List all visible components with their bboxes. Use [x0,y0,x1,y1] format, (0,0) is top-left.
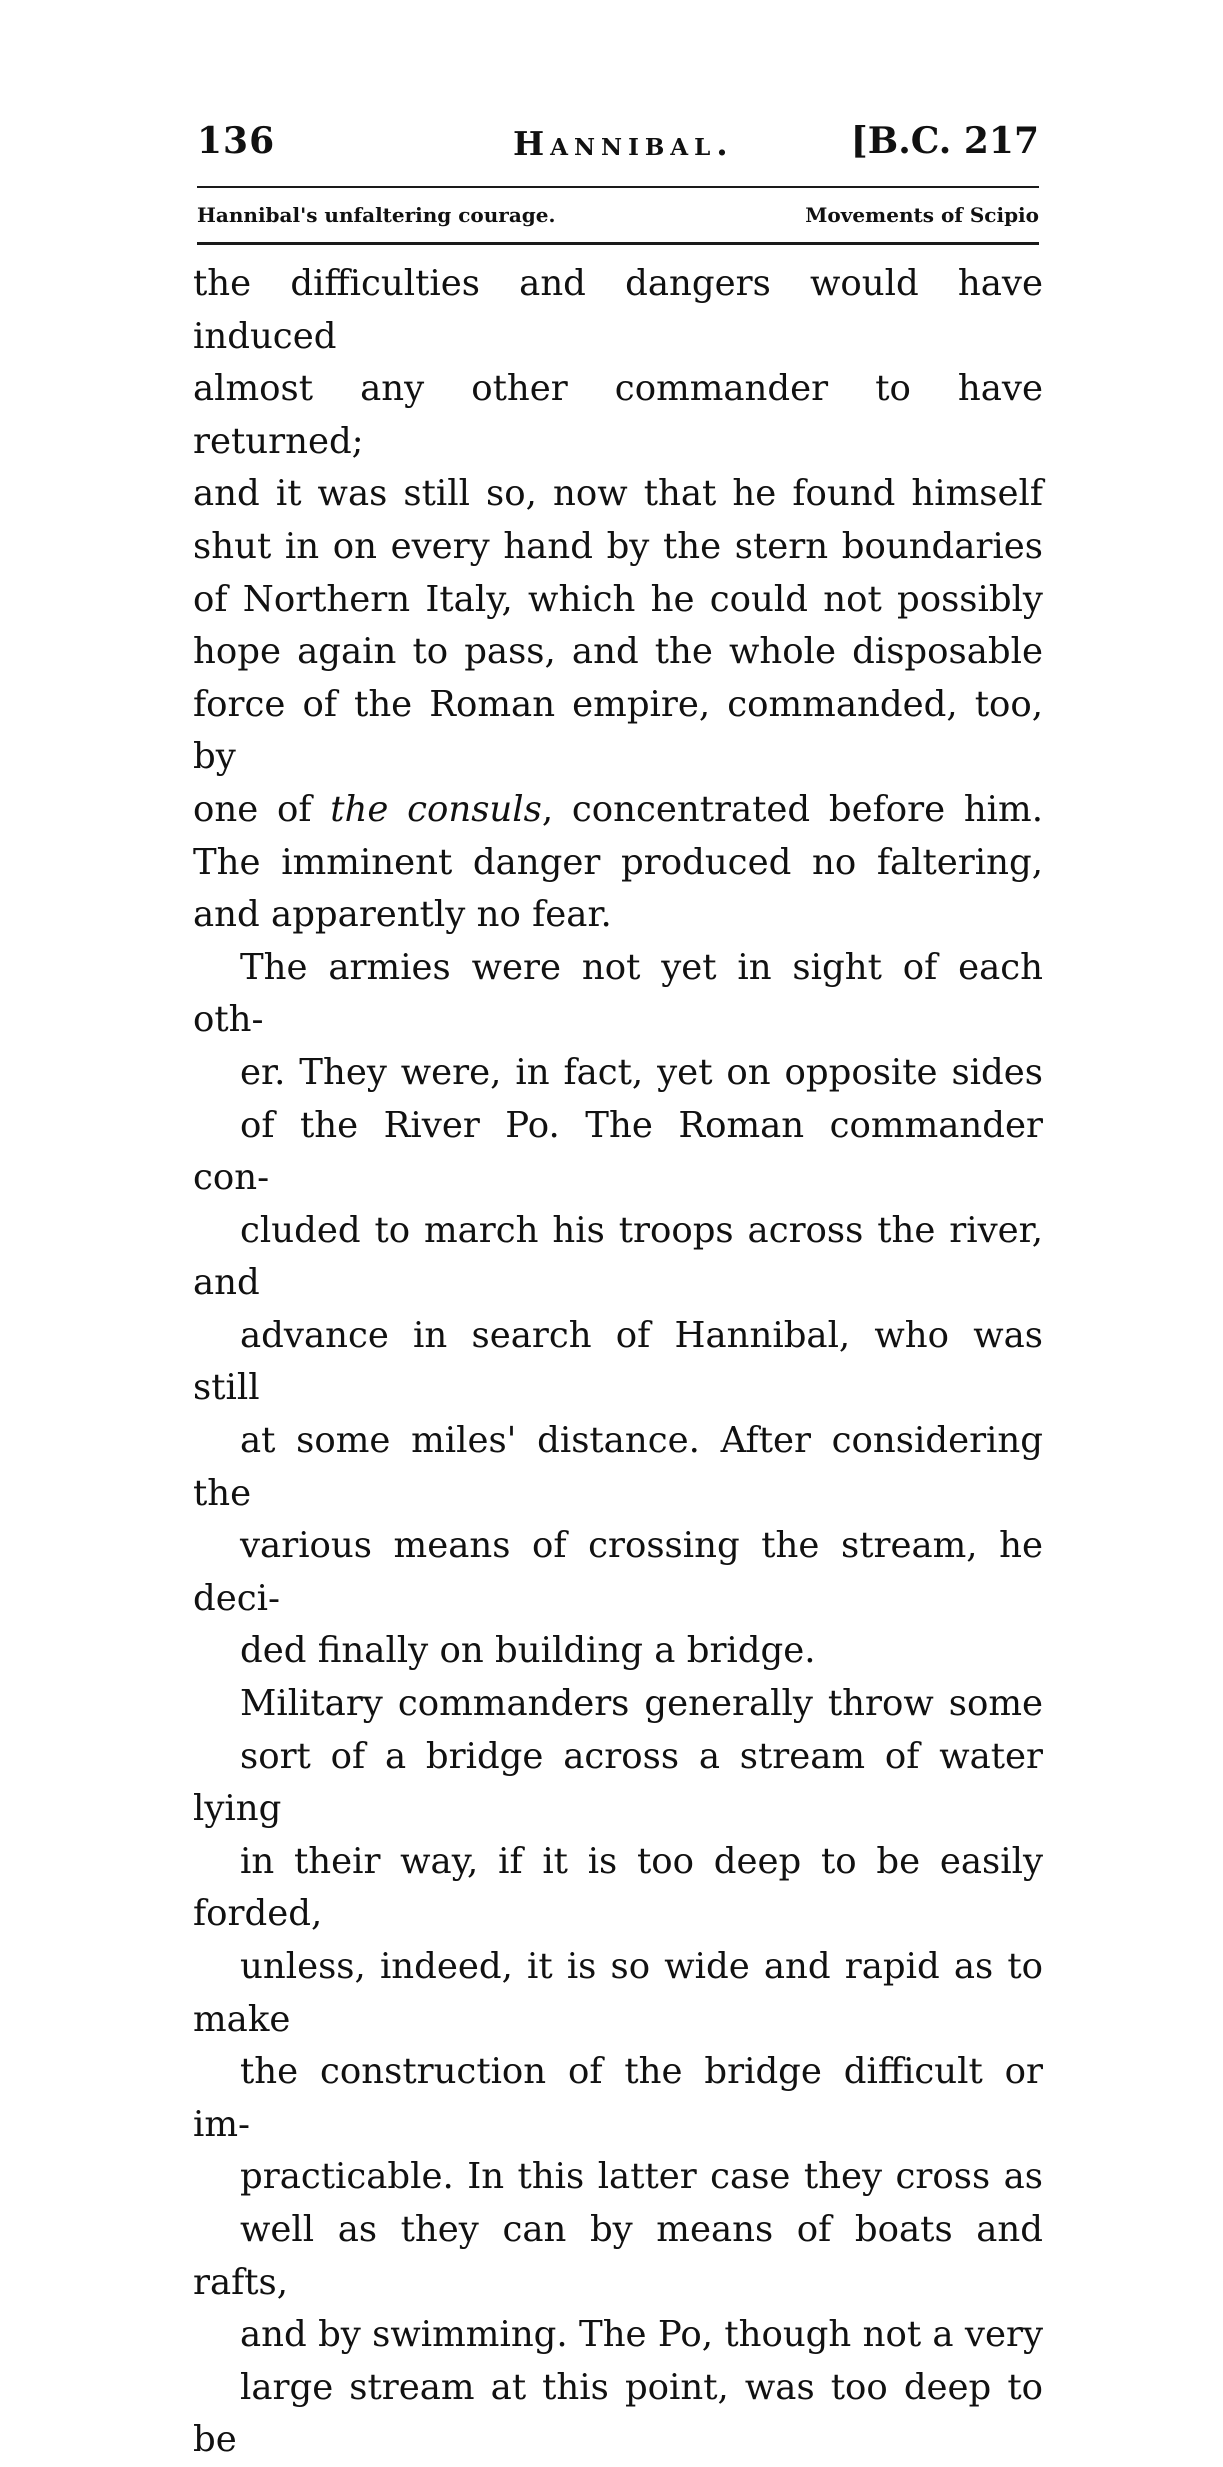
paragraph [193,1678,1043,2467]
margin-notes [197,203,1039,233]
header-rule-top [197,186,1039,188]
margin-note-left: Hannibal's unfaltering courage. [197,203,556,227]
text-line: force of the Roman empire, commanded, too, by [193,683,1043,778]
text-line: and apparently no fear. [193,894,612,936]
text-line: various means of crossing the stream, he deci- [193,1525,1043,1619]
text-line: the difficulties and dangers would have induced [193,263,1043,357]
paragraph [193,942,1043,1678]
text-line: and by swimming. The Po, though not a very [240,2314,1043,2356]
date-mark: [B.C. 217 [850,120,1039,162]
text-line: cluded to march his troops across the river, and [193,1209,1043,1304]
body-text [193,258,1043,2467]
text-line: the construction of the bridge difficult or im- [193,2051,1043,2145]
text-line: The armies were not yet in sight of each oth- [193,946,1043,1041]
text-line: hope again to pass, and the whole disposable [193,631,1043,673]
text-line: of the River Po. The Roman commander con- [193,1104,1043,1199]
text-line: practicable. In this latter case they cross as [240,2156,1043,2198]
text-line: The imminent danger produced no faltering, [193,841,1043,883]
book-title: Hannibal. [513,124,734,163]
text-line: unless, indeed, it is so wide and rapid as to make [193,1946,1043,2040]
text-line: er. They were, in fact, yet on opposite sides [240,1051,1043,1093]
paragraph [193,258,1043,942]
italic-phrase: the consuls [330,788,542,830]
text-line: advance in search of Hannibal, who was still [193,1314,1043,1409]
text-fragment: one of [193,788,331,830]
text-fragment: , concentrated before him. [541,788,1043,830]
text-line: of Northern Italy, which he could not possibly [193,578,1043,620]
text-line: Military commanders generally throw some [240,1683,1043,1725]
text-line: almost any other commander to have returned; [193,368,1043,462]
running-head [197,120,1039,180]
text-line: at some miles' distance. After considering the [193,1420,1043,1514]
text-line: large stream at this point, was too deep to be [193,2366,1043,2461]
margin-note-right: Movements of Scipio [805,203,1039,227]
text-line: sort of a bridge across a stream of water lying [193,1735,1043,1830]
text-line: and it was still so, now that he found himself [193,473,1043,515]
header-rule-bottom [197,242,1039,245]
text-line: shut in on every hand by the stern boundaries [193,525,1043,567]
text-line: ded finally on building a bridge. [240,1630,816,1672]
text-line-with-italic [193,784,1043,837]
text-line: in their way, if it is too deep to be easily forded, [193,1840,1043,1935]
text-line: well as they can by means of boats and rafts, [193,2208,1043,2303]
page-number: 136 [197,120,276,162]
